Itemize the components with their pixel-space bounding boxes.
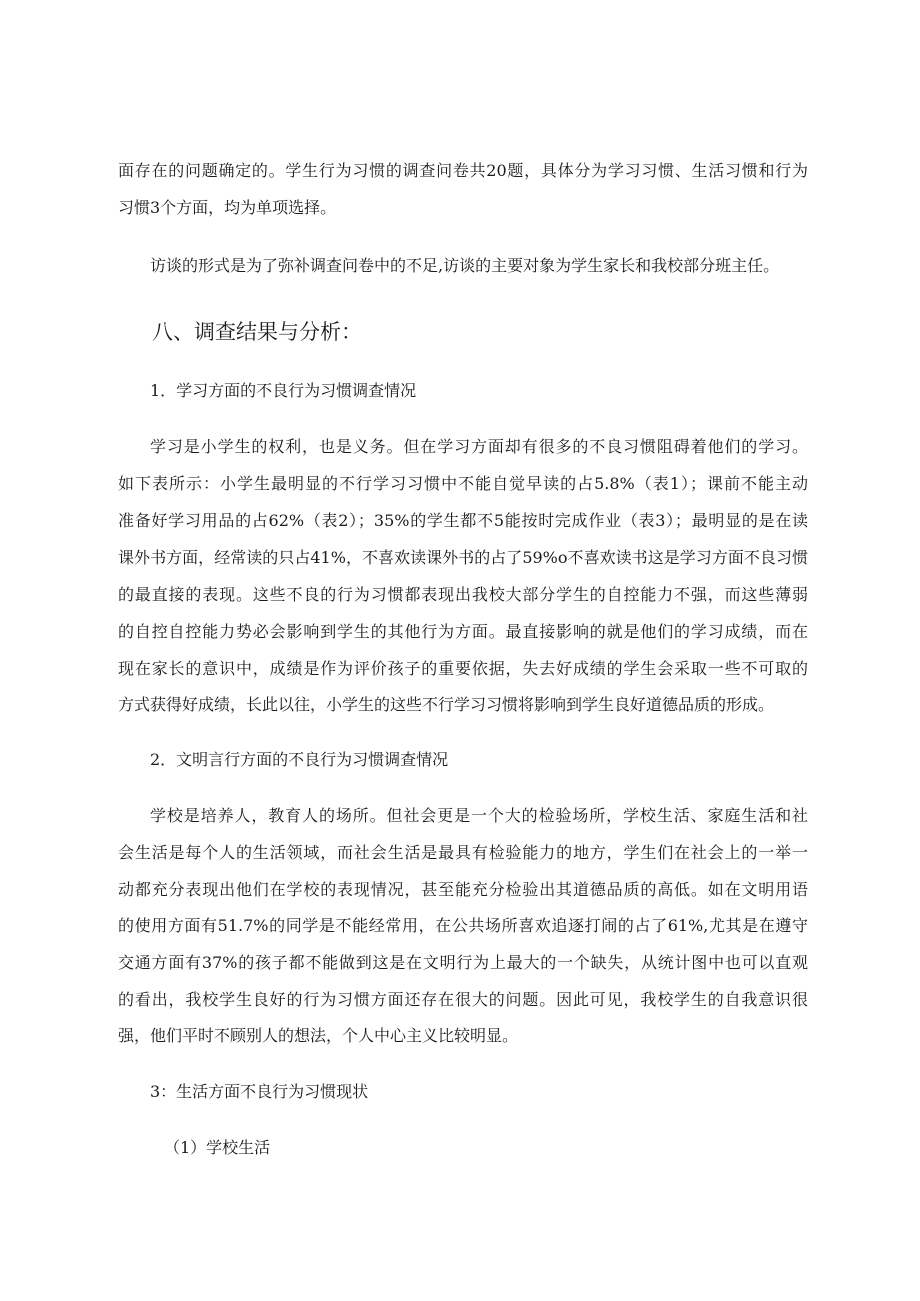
paragraph-intro-line-1: 面存在的问题确定的。学生行为习惯的调查问卷共20题，具体分为学习习惯、生活习惯和行为 — [118, 161, 808, 180]
subsection-2-line-4: 的使用方面有51.7%的同学是不能经常用，在公共场所喜欢追逐打闹的占了61%,尤其是在遵守 — [118, 916, 808, 935]
subsection-1-heading: 1．学习方面的不良行为习惯调查情况 — [150, 381, 417, 400]
subsection-1-line-4: 课外书方面，经常读的只占41%，不喜欢读课外书的占了59%o不喜欢读书这是学习方面不良习惯 — [118, 548, 808, 567]
paragraph-interview-line-1: 访谈的形式是为了弥补调查问卷中的不足,访谈的主要对象为学生家长和我校部分班主任。 — [150, 256, 780, 275]
subsection-2-line-3: 动都充分表现出他们在学校的表现情况，甚至能充分检验出其道德品质的高低。如在文明用语 — [118, 880, 808, 899]
subsection-3-heading: 3：生活方面不良行为习惯现状 — [150, 1082, 369, 1101]
subsection-1-line-6: 的自控自控能力势必会影响到学生的其他行为方面。最直接影响的就是他们的学习成绩，而在 — [118, 622, 808, 641]
subsection-2-line-1: 学校是培养人，教育人的场所。但社会更是一个大的检验场所，学校生活、家庭生活和社 — [150, 806, 808, 825]
subsection-2-line-7: 强，他们平时不顾别人的想法，个人中心主义比较明显。 — [118, 1026, 519, 1045]
subsection-2-line-6: 的看出，我校学生良好的行为习惯方面还存在很大的问题。因此可见，我校学生的自我意识很 — [118, 990, 808, 1009]
subsection-2-line-2: 会生活是每个人的生活领域，而社会生活是最具有检验能力的地方，学生们在社会上的一举一 — [118, 843, 808, 862]
subsection-3-item-1-heading: （1）学校生活 — [164, 1138, 271, 1157]
subsection-1-line-7: 现在家长的意识中，成绩是作为评价孩子的重要依据，失去好成绩的学生会采取一些不可取的 — [118, 659, 808, 678]
subsection-2-line-5: 交通方面有37%的孩子都不能做到这是在文明行为上最大的一个缺失，从统计图中也可以直观 — [118, 953, 808, 972]
section-eight-heading: 八、调查结果与分析： — [152, 320, 362, 344]
subsection-1-line-1: 学习是小学生的权利，也是义务。但在学习方面却有很多的不良习惯阻碍着他们的学习。 — [150, 437, 808, 456]
subsection-1-line-8: 方式获得好成绩，长此以往，小学生的这些不行学习习惯将影响到学生良好道德品质的形成。 — [118, 695, 775, 714]
subsection-1-line-2: 如下表所示：小学生最明显的不行学习习惯中不能自觉早读的占5.8%（表1）；课前不能主动 — [118, 474, 808, 493]
subsection-2-heading: 2．文明言行方面的不良行为习惯调查情况 — [150, 750, 449, 769]
subsection-1-line-3: 准备好学习用品的占62%（表2）；35%的学生都不5能按时完成作业（表3）；最明显的是在读 — [118, 511, 808, 530]
paragraph-intro-line-2: 习惯3个方面，均为单项选择。 — [118, 198, 337, 217]
subsection-1-line-5: 的最直接的表现。这些不良的行为习惯都表现出我校大部分学生的自控能力不强，而这些薄弱 — [118, 585, 808, 604]
